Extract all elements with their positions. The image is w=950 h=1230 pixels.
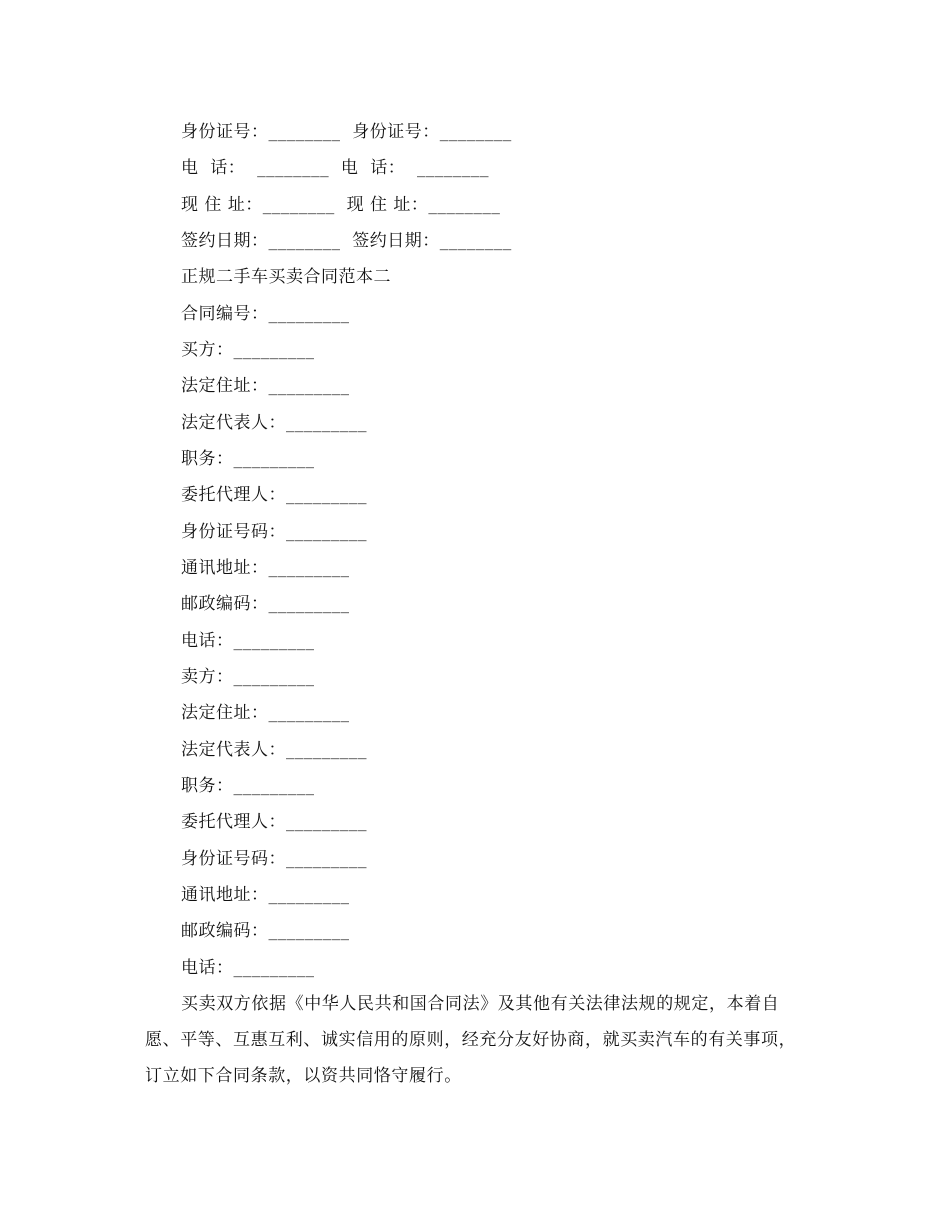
field-buyer-id-number: 身份证号码：_________ — [181, 522, 367, 542]
preamble-paragraph: 买卖双方依据《中华人民共和国合同法》及其他有关法律法规的规定，本着自愿、平等、互惠互利、诚实信用的原则，经充分友好协商，就买卖汽车的有关事项，订立如下合同条款，以资共同恪守履行。 — [145, 994, 797, 1086]
signature-line-phone: 电 话： ________ 电 话： ________ — [181, 158, 490, 178]
section-title: 正规二手车买卖合同范本二 — [181, 267, 391, 287]
field-seller-phone: 电话：_________ — [181, 958, 315, 978]
field-seller-mail-address: 通讯地址：_________ — [181, 885, 350, 905]
field-seller-position: 职务：_________ — [181, 776, 315, 796]
field-seller-postal-code: 邮政编码：_________ — [181, 921, 350, 941]
field-buyer-address: 法定住址：_________ — [181, 376, 350, 396]
signature-line-date: 签约日期：________ 签约日期：________ — [181, 231, 512, 251]
field-seller-address: 法定住址：_________ — [181, 703, 350, 723]
field-seller-legal-rep: 法定代表人：_________ — [181, 740, 367, 760]
field-buyer-phone: 电话：_________ — [181, 631, 315, 651]
field-buyer-mail-address: 通讯地址：_________ — [181, 558, 350, 578]
field-seller-agent: 委托代理人：_________ — [181, 812, 367, 832]
field-buyer-agent: 委托代理人：_________ — [181, 485, 367, 505]
field-buyer: 买方：_________ — [181, 340, 315, 360]
signature-line-address: 现 住 址：________ 现 住 址：________ — [181, 195, 501, 215]
field-buyer-position: 职务：_________ — [181, 449, 315, 469]
field-seller-id-number: 身份证号码：_________ — [181, 849, 367, 869]
field-contract-number: 合同编号：_________ — [181, 304, 350, 324]
field-seller: 卖方：_________ — [181, 667, 315, 687]
signature-line-id-number: 身份证号：________ 身份证号：________ — [181, 122, 512, 142]
field-buyer-postal-code: 邮政编码：_________ — [181, 594, 350, 614]
field-buyer-legal-rep: 法定代表人：_________ — [181, 413, 367, 433]
